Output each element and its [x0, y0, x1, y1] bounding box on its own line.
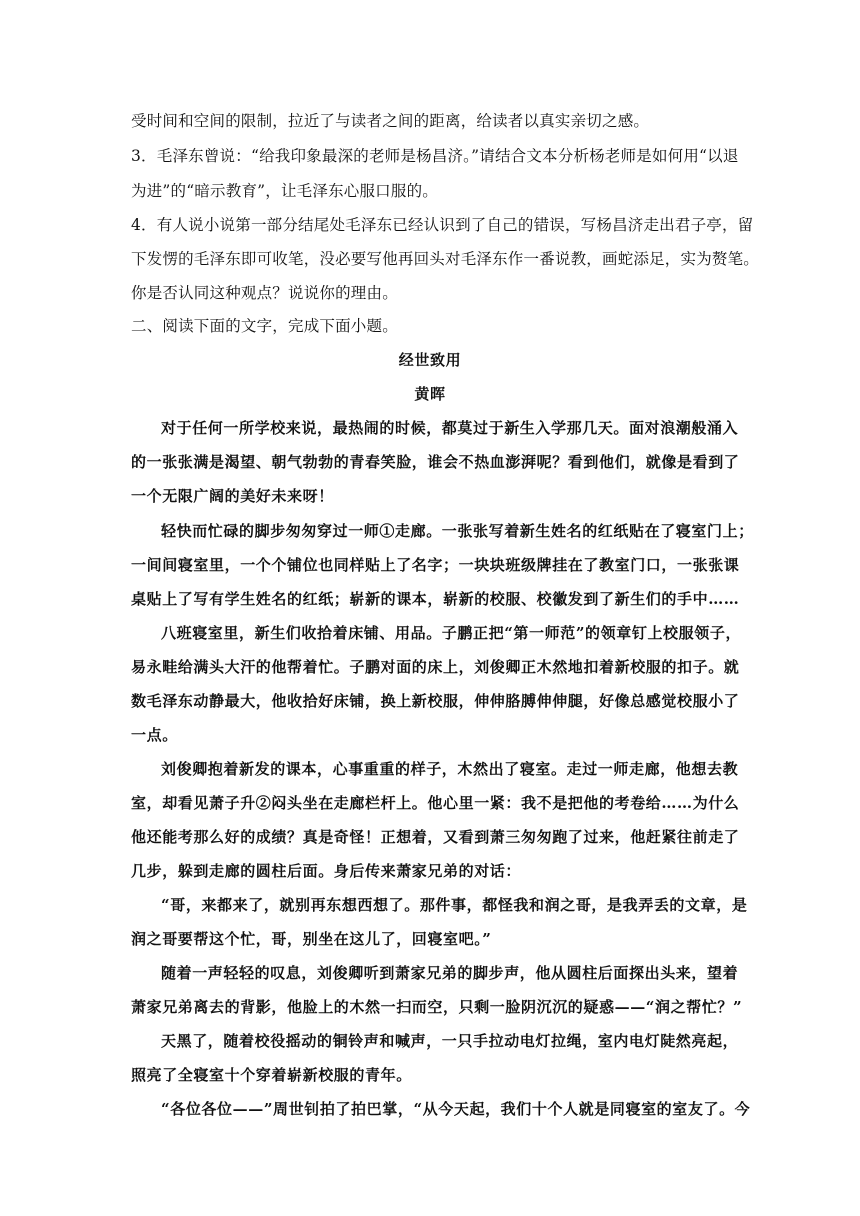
question-3-line-2: 为进”的“暗示教育”，让毛泽东心服口服的。 [131, 182, 438, 200]
question-4-line-2: 下发愣的毛泽东即可收笔，没必要写他再回头对毛泽东作一番说教，画蛇添足，实为赘笔。 [131, 250, 760, 268]
paragraph-line: 桌贴上了写有学生姓名的红纸；崭新的课本，崭新的校服、校徽发到了新生们的手中…… [131, 590, 740, 608]
paragraph-line: 易永畦给满头大汗的他帮着忙。子鹏对面的床上，刘俊卿正木然地扣着新校服的扣子。就 [131, 658, 740, 676]
paragraph-line: 萧家兄弟离去的背影，他脸上的木然一扫而空，只剩一脸阴沉沉的疑惑——“润之帮忙？” [131, 998, 743, 1016]
paragraph-line: 润之哥要帮这个忙，哥，别坐在这儿了，回寝室吧。” [131, 930, 492, 948]
story-title: 经世致用 [398, 351, 462, 369]
paragraph-line: “各位各位——”周世钊拍了拍巴掌，“从今天起，我们十个人就是同寝室的室友了。今 [161, 1100, 751, 1118]
paragraph-line: 的一张张满是渴望、朝气勃勃的青春笑脸，谁会不热血澎湃呢？看到他们，就像是看到了 [131, 453, 740, 471]
question-3-line-1: 3．毛泽东曾说：“给我印象最深的老师是杨昌济。”请结合文本分析杨老师是如何用“以退 [131, 147, 739, 165]
paragraph-line: 刘俊卿抱着新发的课本，心事重重的样子，木然出了寝室。走过一师走廊，他想去教 [161, 760, 739, 778]
paragraph-line: 数毛泽东动静最大，他收拾好床铺，换上新校服，伸伸胳膊伸伸腿，好像总感觉校服小了 [131, 692, 740, 710]
paragraph-line: 他还能考那么好的成绩？真是奇怪！正想着，又看到萧三匆匆跑了过来，他赶紧往前走了 [131, 828, 740, 846]
paragraph-line: 一个无限广阔的美好未来呀！ [131, 487, 334, 505]
paragraph-line: 几步，躲到走廊的圆柱后面。身后传来萧家兄弟的对话： [131, 862, 522, 880]
paragraph-line: 一点。 [131, 726, 178, 744]
story-author: 黄晖 [414, 385, 446, 403]
paragraph-line: 随着一声轻轻的叹息，刘俊卿听到萧家兄弟的脚步声，他从圆柱后面探出头来，望着 [161, 964, 739, 982]
paragraph-line: 天黑了，随着校役摇动的铜铃声和喊声，一只手拉动电灯拉绳，室内电灯陡然亮起， [161, 1032, 739, 1050]
paragraph-line: 一间间寝室里，一个个铺位也同样贴上了名字；一块块班级牌挂在了教室门口，一张张课 [131, 556, 740, 574]
question-4-line-3: 你是否认同这种观点？说说你的理由。 [131, 284, 398, 302]
paragraph-line: 对于任何一所学校来说，最热闹的时候，都莫过于新生入学那几天。面对浪潮般涌入 [161, 419, 739, 437]
paragraph-line: 室，却看见萧子升②闷头坐在走廊栏杆上。他心里一紧：我不是把他的考卷给……为什么 [131, 794, 740, 812]
paragraph-line: “哥，来都来了，就别再东想西想了。那件事，都怪我和润之哥，是我弄丢的文章，是 [161, 896, 748, 914]
paragraph-line: 轻快而忙碌的脚步匆匆穿过一师①走廊。一张张写着新生姓名的红纸贴在了寝室门上； [161, 522, 754, 540]
question-4-line-1: 4．有人说小说第一部分结尾处毛泽东已经认识到了自己的错误，写杨昌济走出君子亭，留 [131, 216, 754, 234]
text-line: 受时间和空间的限制，拉近了与读者之间的距离，给读者以真实亲切之感。 [131, 112, 650, 130]
paragraph-line: 照亮了全寝室十个穿着崭新校服的青年。 [131, 1066, 412, 1084]
paragraph-line: 八班寝室里，新生们收拾着床铺、用品。子鹏正把“第一师范”的领章钉上校服领子， [161, 624, 742, 642]
section-heading: 二、阅读下面的文字，完成下面小题。 [131, 317, 398, 335]
